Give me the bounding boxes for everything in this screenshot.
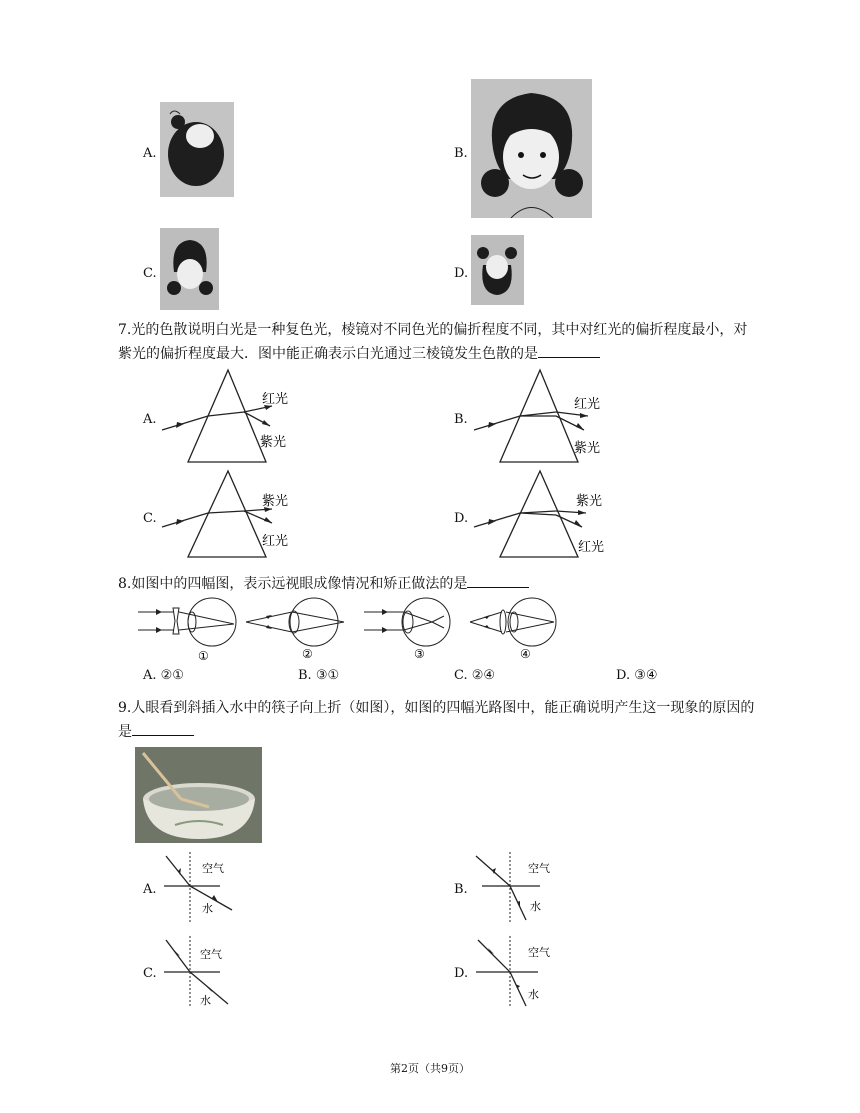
q9-a-water-label: 水 <box>202 902 213 915</box>
eye-diagram-3 <box>364 598 450 646</box>
q7-option-d-label: D. <box>454 511 469 526</box>
q6-option-a-image <box>160 102 234 197</box>
q9-option-b-diagram <box>472 850 554 926</box>
q9-c-air-label: 空气 <box>200 948 222 961</box>
q8-option-a[interactable]: A. ②① <box>143 668 184 683</box>
q7-option-b-label: B. <box>454 412 468 427</box>
q9-number: 9. <box>118 700 132 716</box>
q8-option-d[interactable]: D. ③④ <box>616 668 658 683</box>
q7-c-bottom-ray-label: 红光 <box>262 534 289 549</box>
q8-figure-label-4: ④ <box>520 647 531 661</box>
q7-a-top-ray-label: 红光 <box>262 392 289 407</box>
q7-option-c-prism <box>160 469 300 561</box>
q7-answer-blank[interactable] <box>538 343 600 358</box>
eye-diagram-2 <box>246 598 344 646</box>
q7-b-top-ray-label: 红光 <box>574 397 601 412</box>
q9-c-water-label: 水 <box>200 994 211 1007</box>
q8-figure-label-3: ③ <box>414 647 425 661</box>
q9-option-d-diagram <box>472 934 554 1010</box>
q9-option-d-label: D. <box>454 966 469 981</box>
q7-option-a-prism <box>160 368 300 466</box>
q6-option-c-label: C. <box>143 266 157 281</box>
q9-option-a-label: A. <box>143 882 157 897</box>
q9-bowl-photo <box>135 747 262 843</box>
q7-stem <box>118 318 758 366</box>
q8-text: 如图中的四幅图，表示远视眼成像情况和矫正做法的是 <box>131 576 468 592</box>
q6-option-d-image <box>471 235 524 305</box>
q7-option-a-label: A. <box>143 412 157 427</box>
q7-option-c-label: C. <box>143 511 157 526</box>
q9-d-air-label: 空气 <box>528 946 550 959</box>
q8-eye-diagrams <box>136 596 560 664</box>
q7-d-bottom-ray-label: 红光 <box>578 540 605 555</box>
eye-diagram-1 <box>138 598 236 646</box>
q7-d-top-ray-label: 紫光 <box>576 494 603 509</box>
q9-option-c-label: C. <box>143 966 157 981</box>
q8-answer-blank[interactable] <box>467 573 529 588</box>
q9-text: 人眼看到斜插入水中的筷子向上折（如图），如图的四幅光路图中，能正确说明产生这一现象的原因的是 <box>118 700 755 740</box>
q8-option-b[interactable]: B. ③① <box>298 668 340 683</box>
q8-figure-label-2: ② <box>302 647 313 661</box>
eye-diagram-4 <box>470 598 556 646</box>
q8-figure-label-1: ① <box>198 649 209 663</box>
q6-option-a-label: A. <box>143 146 157 161</box>
q9-a-air-label: 空气 <box>202 862 224 875</box>
q6-option-c-image <box>160 228 219 310</box>
q9-option-b-label: B. <box>454 882 468 897</box>
q9-answer-blank[interactable] <box>132 721 194 736</box>
q7-option-b-prism <box>472 368 622 466</box>
q9-b-air-label: 空气 <box>528 862 550 875</box>
q9-stem <box>118 696 758 744</box>
q7-c-top-ray-label: 紫光 <box>262 494 289 509</box>
q9-option-a-diagram <box>160 850 242 926</box>
q9-d-water-label: 水 <box>528 988 539 1001</box>
q8-stem <box>118 572 758 596</box>
q9-option-c-diagram <box>160 934 242 1010</box>
q7-number: 7. <box>118 322 132 338</box>
q7-a-bottom-ray-label: 紫光 <box>260 435 287 450</box>
q8-number: 8. <box>118 576 132 592</box>
q7-b-bottom-ray-label: 紫光 <box>574 441 601 456</box>
q8-option-c[interactable]: C. ②④ <box>454 668 496 683</box>
q7-text: 光的色散说明白光是一种复色光，棱镜对不同色光的偏折程度不同，其中对红光的偏折程度最小，对紫光的偏折程度最大．图中能正确表示白光通过三棱镜发生色散的是 <box>118 322 748 362</box>
q9-b-water-label: 水 <box>530 900 541 913</box>
q7-option-d-prism <box>472 469 622 561</box>
q6-option-b-label: B. <box>454 146 468 161</box>
q6-option-d-label: D. <box>454 266 469 281</box>
page-footer: 第2页（共9页） <box>390 1062 470 1075</box>
q6-option-b-image <box>471 79 592 218</box>
